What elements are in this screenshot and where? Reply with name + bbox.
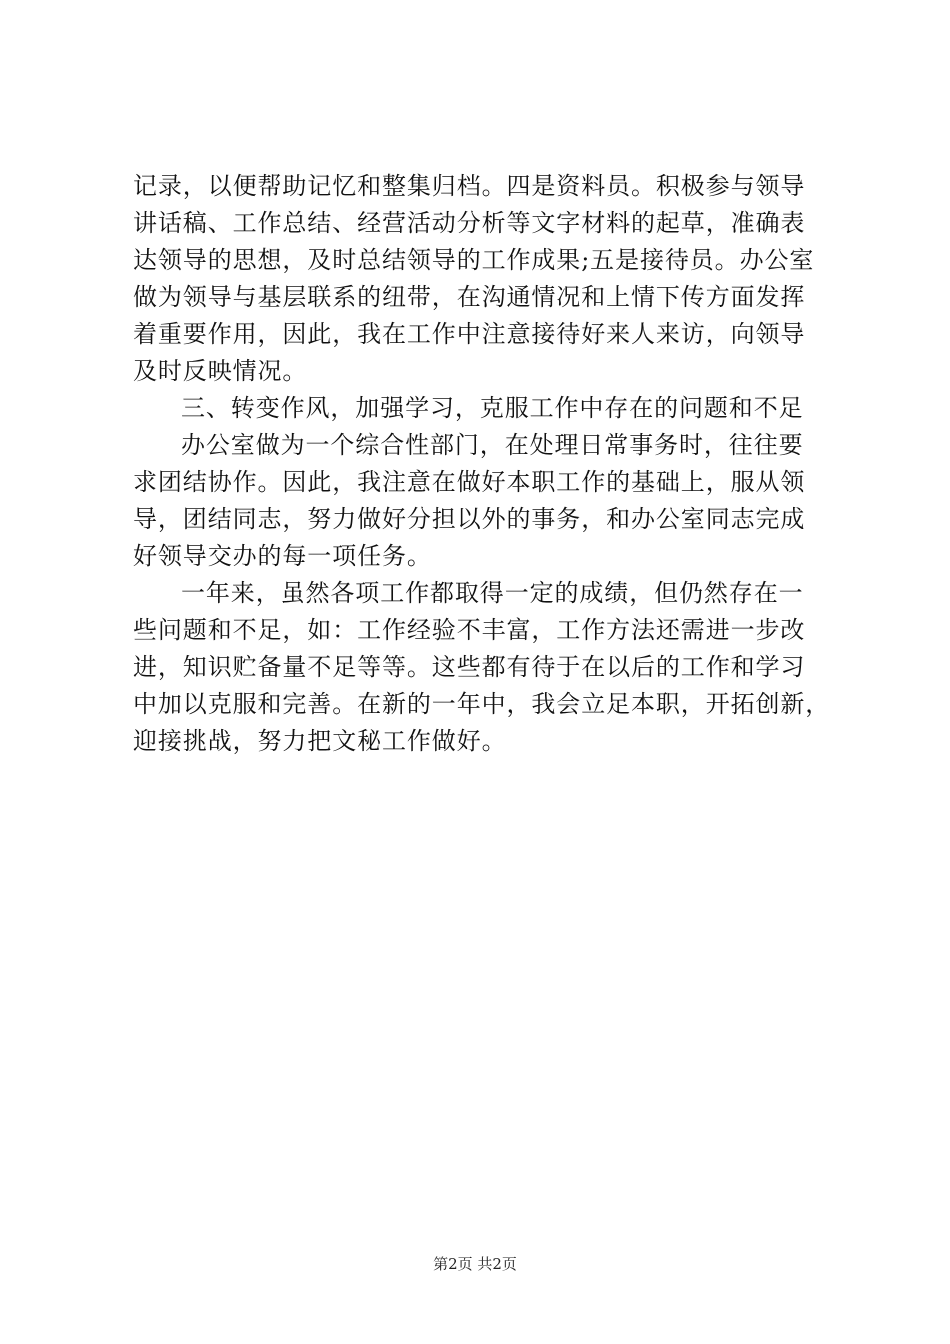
text-line: 着重要作用，因此，我在工作中注意接待好来人来访，向领导 <box>133 320 806 348</box>
text-line: 办公室做为一个综合性部门，在处理日常事务时，往往要 <box>181 431 804 459</box>
text-line: 中加以克服和完善。在新的一年中，我会立足本职，开拓创新， <box>133 690 831 718</box>
page-footer <box>0 1254 950 1274</box>
text-line: 好领导交办的每一项任务。 <box>133 542 432 570</box>
text-line: 一年来，虽然各项工作都取得一定的成绩，但仍然存在一 <box>181 579 804 607</box>
text-line: 求团结协作。因此，我注意在做好本职工作的基础上，服从领 <box>133 468 806 496</box>
section-heading: 三、转变作风，加强学习，克服工作中存在的问题和不足 <box>181 394 804 422</box>
text-line: 些问题和不足，如：工作经验不丰富，工作方法还需进一步改 <box>133 616 806 644</box>
text-line: 迎接挑战，努力把文秘工作做好。 <box>133 727 507 755</box>
page-number-label: 第2页 共2页 <box>433 1255 517 1273</box>
text-line: 达领导的思想，及时总结领导的工作成果;五是接待员。办公室 <box>133 246 815 274</box>
text-line: 进，知识贮备量不足等等。这些都有待于在以后的工作和学习 <box>133 653 806 681</box>
text-line: 做为领导与基层联系的纽带，在沟通情况和上情下传方面发挥 <box>133 283 806 311</box>
text-line: 及时反映情况。 <box>133 357 308 385</box>
text-line: 记录，以便帮助记忆和整集归档。四是资料员。积极参与领导 <box>133 172 806 200</box>
document-body <box>133 168 853 760</box>
text-line: 讲话稿、工作总结、经营活动分析等文字材料的起草，准确表 <box>133 209 806 237</box>
text-line: 导，团结同志，努力做好分担以外的事务，和办公室同志完成 <box>133 505 806 533</box>
